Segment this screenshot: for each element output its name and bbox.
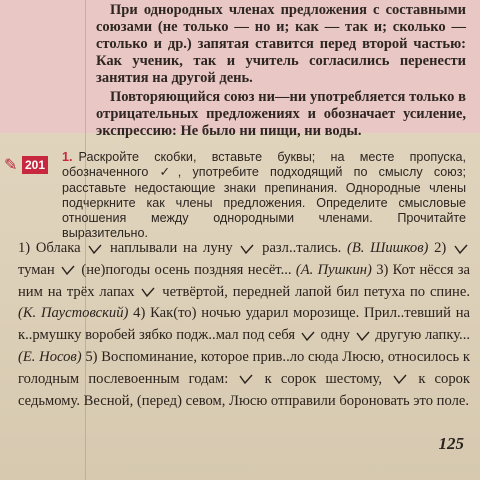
check-mark-icon [301, 331, 315, 341]
check-mark-icon [356, 331, 370, 341]
rule-paragraph-1: При однородных членах предложения с составными союзами (не только — но и; как — так и; сколько — столько и др.) запятая ставится перед второй частью: Как ученик, так и учитель согласились перенести занятия на другой день. [96, 2, 466, 86]
check-mark-icon [141, 287, 155, 297]
check-mark-icon [239, 374, 253, 384]
source-citation: (Е. Носов) [18, 348, 82, 365]
sentence-fragment: одну [320, 327, 350, 344]
sentence-fragment: (не)погоды осень поздняя несёт... [81, 261, 292, 278]
rule-box [0, 0, 480, 139]
exercise-text [18, 238, 470, 412]
sentence-fragment: к сорок шестому, [264, 370, 382, 387]
sentence-fragment: 4) Как(то) ночью ударил морозище. Прил..тевший на к..рмушку воробей зябко подж..мал под себя [18, 305, 470, 344]
check-mark-icon [88, 244, 102, 254]
sentence-fragment: 5) Воспоминание, которое прив..ло сюда Люсю, относилось к голодным послевоенным годам: [18, 348, 470, 387]
source-citation: (В. Шишков) [347, 240, 429, 256]
task-text: Раскройте скобки, вставьте буквы; на месте пропуска, обозначенного ✓, употребите подходящий по смыслу союз; расставьте недостающие знаки препинания. Однородные члены подчеркните как члены предложения. Определите смысловые отношения между однородными членами. Прочитайте выразительно. [62, 150, 466, 241]
exercise-task [62, 150, 466, 242]
sentence-fragment: туман [18, 261, 55, 278]
exercise-marker [4, 154, 64, 176]
check-mark-icon [393, 374, 407, 384]
sentence-fragment: 1) Облака [18, 240, 81, 256]
sentence-fragment: 2) [434, 240, 447, 256]
source-citation: (А. Пушкин) [295, 261, 372, 278]
sentence-fragment: другую лапку... [375, 327, 470, 344]
source-citation: (К. Паустовский) [18, 305, 129, 322]
sentence-fragment: к сорок седьмому. Весной, (перед) севом, Люсю отправили бороновать это поле. [18, 370, 471, 409]
sentence-fragment: наплывали на луну [109, 240, 233, 256]
sentence-fragment: 3) Кот нёсся за ним на трёх лапах [18, 261, 471, 300]
sentence-fragment: четвёртой, передней лапой бил петуха по спине. [162, 283, 470, 300]
exercise-number: 201 [22, 156, 48, 174]
sentence-fragment: разл..тались. [262, 240, 342, 256]
check-mark-icon [240, 244, 254, 254]
pen-icon: ✎ [4, 155, 18, 174]
check-mark-icon [454, 244, 468, 254]
rule-paragraph-2: Повторяющийся союз ни—ни употребляется только в отрицательных предложениях и обозначает усиление, экспрессию: Не было ни пищи, ни воды. [96, 89, 466, 139]
rule-text [96, 2, 466, 142]
check-mark-icon [61, 265, 75, 275]
task-number: 1. [62, 150, 73, 164]
page-number: 125 [438, 434, 464, 453]
